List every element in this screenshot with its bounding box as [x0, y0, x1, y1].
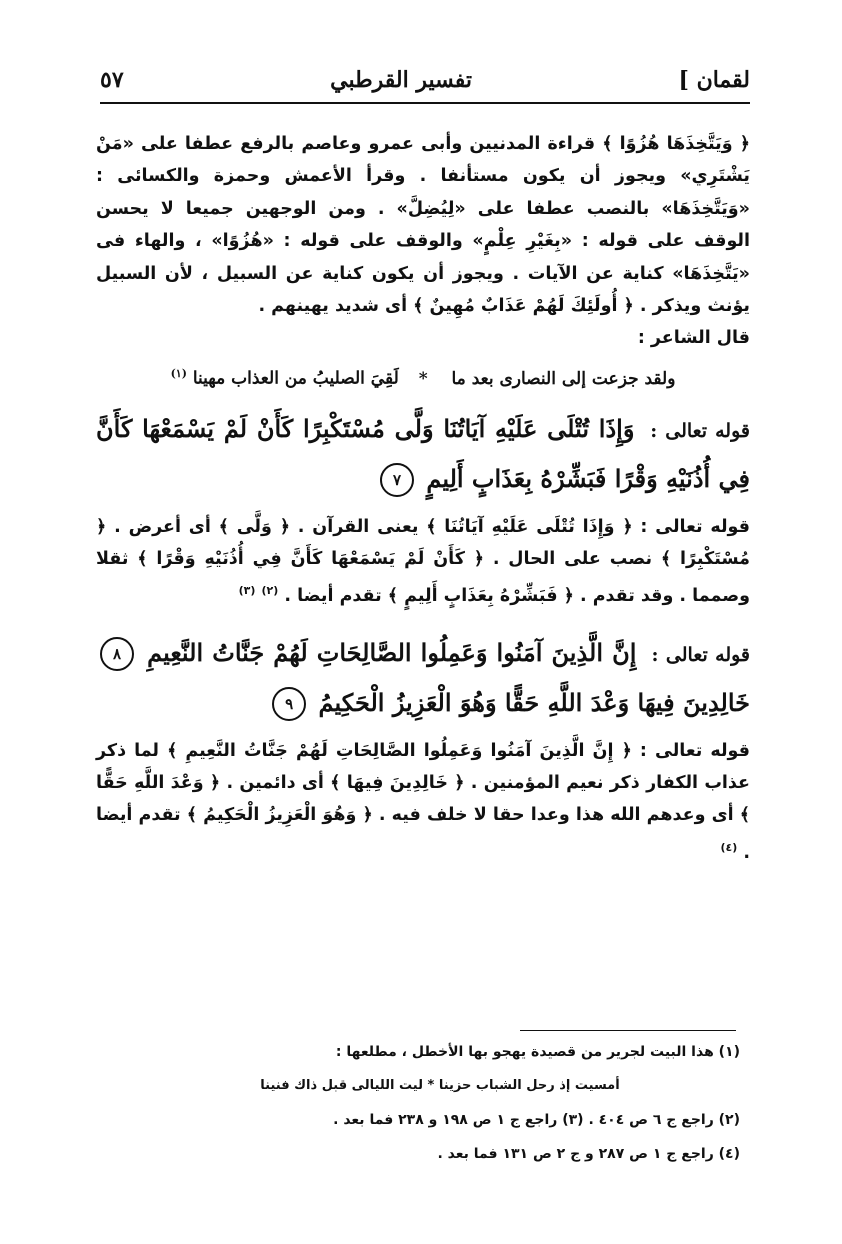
- page-number: ٥٧: [100, 67, 124, 93]
- poem-separator: *: [418, 368, 428, 389]
- ayah-number-marker: ٩: [272, 687, 306, 721]
- ayah-text-part2: خَالِدِينَ فِيهَا وَعْدَ اللَّهِ حَقًّا وَهُوَ الْعَزِيزُ الْحَكِيمُ: [318, 687, 750, 717]
- surah-name: لقمان ]: [678, 67, 750, 93]
- footnote-4: (٤) راجع ج ١ ص ٢٨٧ و ج ٢ ص ١٣١ فما بعد .: [437, 1146, 740, 1162]
- quran-verses-8-9: [96, 629, 750, 727]
- ayah-number-marker: ٧: [380, 463, 414, 497]
- poem-hemistich-1: ولقد جزعت إلى النصارى بعد ما: [451, 368, 676, 389]
- footnote-mark-3: (٣): [238, 584, 256, 598]
- poem-hemistich-2: لَقِيَ الصليبُ من العذاب مهينا: [192, 368, 399, 389]
- ayah-number-marker: ٨: [100, 637, 134, 671]
- book-title: تفسير القرطبي: [330, 67, 473, 93]
- footnote-mark-2: (٢): [261, 584, 279, 598]
- poem-verse: [96, 367, 750, 389]
- commentary-text: قوله تعالى : ﴿ وَإِذَا تُتْلَى عَلَيْهِ آيَاتُنَا ﴾ يعنى القرآن . ﴿ وَلَّى ﴾ أى أعرض . ﴿ مُسْتَكْبِرًا ﴾ نصب على الحال . ﴿ كَأَنْ لَمْ يَسْمَعْهَا كَأَنَّ فِي أُذُنَيْهِ وَقْرًا ﴾ ثقلا وصمما . وقد تقدم . ﴿ فَبَشِّرْهُ بِعَذَابٍ أَلِيمٍ ﴾ تقدم أيضا .: [96, 516, 750, 607]
- footnote-1: (١) هذا البيت لجرير من قصيدة يهجو بها الأخطل ، مطلعها :: [335, 1044, 740, 1060]
- poet-intro: قال الشاعر :: [637, 328, 750, 349]
- ayah-intro: قوله تعالى :: [651, 643, 751, 666]
- commentary-verses-8-9: [96, 735, 750, 869]
- page-body: [96, 128, 750, 869]
- commentary-verse-7: [96, 511, 750, 613]
- ayah-text-part1: إِنَّ الَّذِينَ آمَنُوا وَعَمِلُوا الصَّالِحَاتِ لَهُمْ جَنَّاتُ النَّعِيمِ: [147, 637, 637, 667]
- quran-verse-7: [96, 405, 750, 503]
- running-header: [100, 58, 750, 104]
- footnotes: [140, 1040, 740, 1176]
- commentary-text: قوله تعالى : ﴿ إِنَّ الَّذِينَ آمَنُوا وَعَمِلُوا الصَّالِحَاتِ لَهُمْ جَنَّاتُ النَّعِيمِ ﴾ لما ذكر عذاب الكفار ذكر نعيم المؤمنين . ﴿ خَالِدِينَ فِيهَا ﴾ أى دائمين . ﴿ وَعْدَ اللَّهِ حَقًّا ﴾ أى وعدهم الله هذا وعدا حقا لا خلف فيه . ﴿ وَهُوَ الْعَزِيزُ الْحَكِيمُ ﴾ تقدم أيضا .: [96, 740, 750, 863]
- footnote-1-poem: أمسيت إذ رحل الشباب حزينا * ليت الليالى قبل ذاك فنينا: [260, 1078, 620, 1093]
- footnote-mark-1: (١): [170, 366, 187, 380]
- ayah-text: وَإِذَا تُتْلَى عَلَيْهِ آيَاتُنَا وَلَّى مُسْتَكْبِرًا كَأَنْ لَمْ يَسْمَعْهَا كَأَنَّ فِي أُذُنَيْهِ وَقْرًا فَبَشِّرْهُ بِعَذَابٍ أَلِيمٍ: [96, 413, 750, 493]
- footnote-2-3: (٢) راجع ج ٦ ص ٤٠٤ . (٣) راجع ج ١ ص ١٩٨ و ٢٣٨ فما بعد .: [333, 1112, 740, 1128]
- footnote-divider: [520, 1030, 736, 1031]
- footnote-mark-4: (٤): [720, 840, 738, 854]
- ayah-intro: قوله تعالى :: [650, 419, 750, 442]
- paragraph-opening: ﴿ وَيَتَّخِذَهَا هُزُوًا ﴾ قراءة المدنيين وأبى عمرو وعاصم بالرفع عطفا على «مَنْ يَشْتَرِي» ويجوز أن يكون مستأنفا . وقرأ الأعمش وحمزة والكسائى : «وَيَتَّخِذَهَا» بالنصب عطفا على «لِيُضِلَّ» . ومن الوجهين جميعا لا يحسن الوقف على قوله : «بِغَيْرِ عِلْمٍ» والوقف على قوله : «هُزُوًا» ، والهاء فى «يَتَّخِذَهَا» كناية عن الآيات . ويجوز أن يكون كناية عن السبيل ، لأن السبيل يؤنث ويذكر . ﴿ أُولَئِكَ لَهُمْ عَذَابٌ مُهِينٌ ﴾ أى شديد يهينهم .: [96, 134, 750, 317]
